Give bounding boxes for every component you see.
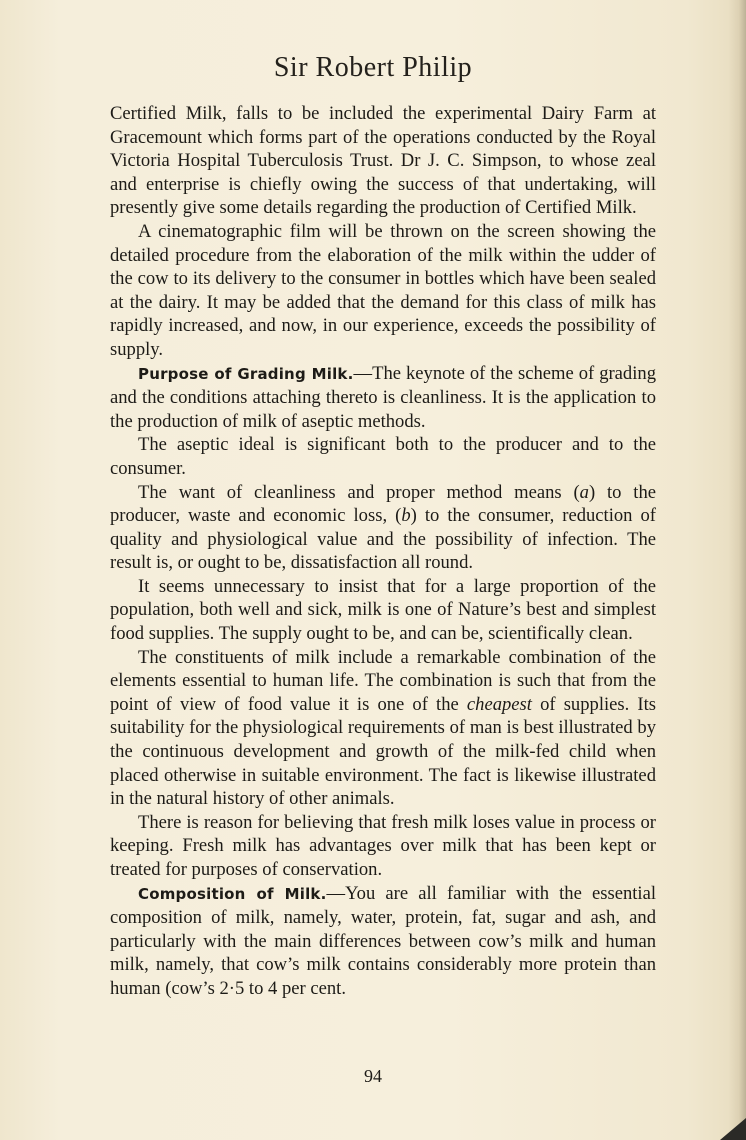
paragraph-5-text-a: The want of cleanliness and proper method means ( (138, 481, 580, 503)
paragraph-3-text: —The keynote of the scheme of grading and the conditions attaching thereto is cleanliness. It is the application to the production of milk of aseptic methods. (110, 362, 656, 432)
section-heading-grading: Purpose of Grading Milk. (138, 364, 354, 383)
page-number: 94 (364, 1066, 382, 1086)
paragraph-1: Certified Milk, falls to be included the experimental Dairy Farm at Gracemount which forms part of the operations conducted by the Royal Victoria Hospital Tuberculosis Trust. Dr J. C. Simpson, to whose zeal and enterprise is chiefly owing the success of that undertaking, will presently give some details regarding the production of Certified Milk. (110, 103, 656, 219)
running-header: Sir Robert Philip (273, 52, 473, 83)
section-heading-composition: Composition of Milk. (138, 884, 327, 903)
paragraph-7-text-b: of supplies. Its suitability for the physiological requirements of man is best illustrated by the continuous development and growth of the milk-fed child when placed otherwise in suitable environment. The fact is likewise illustrated in the natural history of other animals. (110, 693, 657, 810)
paragraph-9-text: —You are all familiar with the essential composition of milk, namely, water, protein, fat, sugar and ash, and particularly with the main differences between cow’s milk and human milk, namely, that cow’s milk contains considerably more protein than human (cow’s 2·5 to 4 per cent. (110, 882, 657, 999)
paragraph-5-text-b: ) to the producer, waste and economic loss, ( (110, 481, 656, 527)
paragraph-7 (110, 646, 656, 811)
body-text (110, 102, 656, 1001)
list-letter-a: a (579, 481, 589, 503)
paragraph-3 (110, 362, 656, 434)
page-corner-mark (720, 1118, 746, 1140)
paragraph-6: It seems unnecessary to insist that for a large proportion of the population, both well and sick, milk is one of Nature’s best and simplest food supplies. The supply ought to be, and can be, scientifically clean. (110, 575, 656, 645)
italic-cheapest: cheapest (466, 693, 532, 715)
paragraph-9 (110, 882, 656, 1001)
paragraph-5 (110, 481, 656, 575)
list-letter-b: b (401, 505, 411, 527)
paragraph-2: A cinematographic film will be thrown on the screen showing the detailed procedure from the elaboration of the milk within the udder of the cow to its delivery to the consumer in bottles which have been sealed at the dairy. It may be added that the demand for this class of milk has rapidly increased, and now, in our experience, exceeds the possibility of supply. (110, 220, 656, 360)
paragraph-4: The aseptic ideal is significant both to the producer and to the consumer. (110, 434, 656, 479)
page-edge-shadow (728, 0, 746, 1140)
paragraph-7-text-a: The constituents of milk include a remarkable combination of the elements essential to human life. The combination is such that from the point of view of food value it is one of the (110, 646, 656, 715)
paragraph-8: There is reason for believing that fresh milk loses value in process or keeping. Fresh milk has advantages over milk that has been kept or treated for purposes of conservation. (110, 811, 656, 880)
paragraph-5-text-c: ) to the consumer, reduction of quality and physiological value and the possibility of infection. The result is, or ought to be, dissatisfaction all round. (110, 505, 656, 574)
